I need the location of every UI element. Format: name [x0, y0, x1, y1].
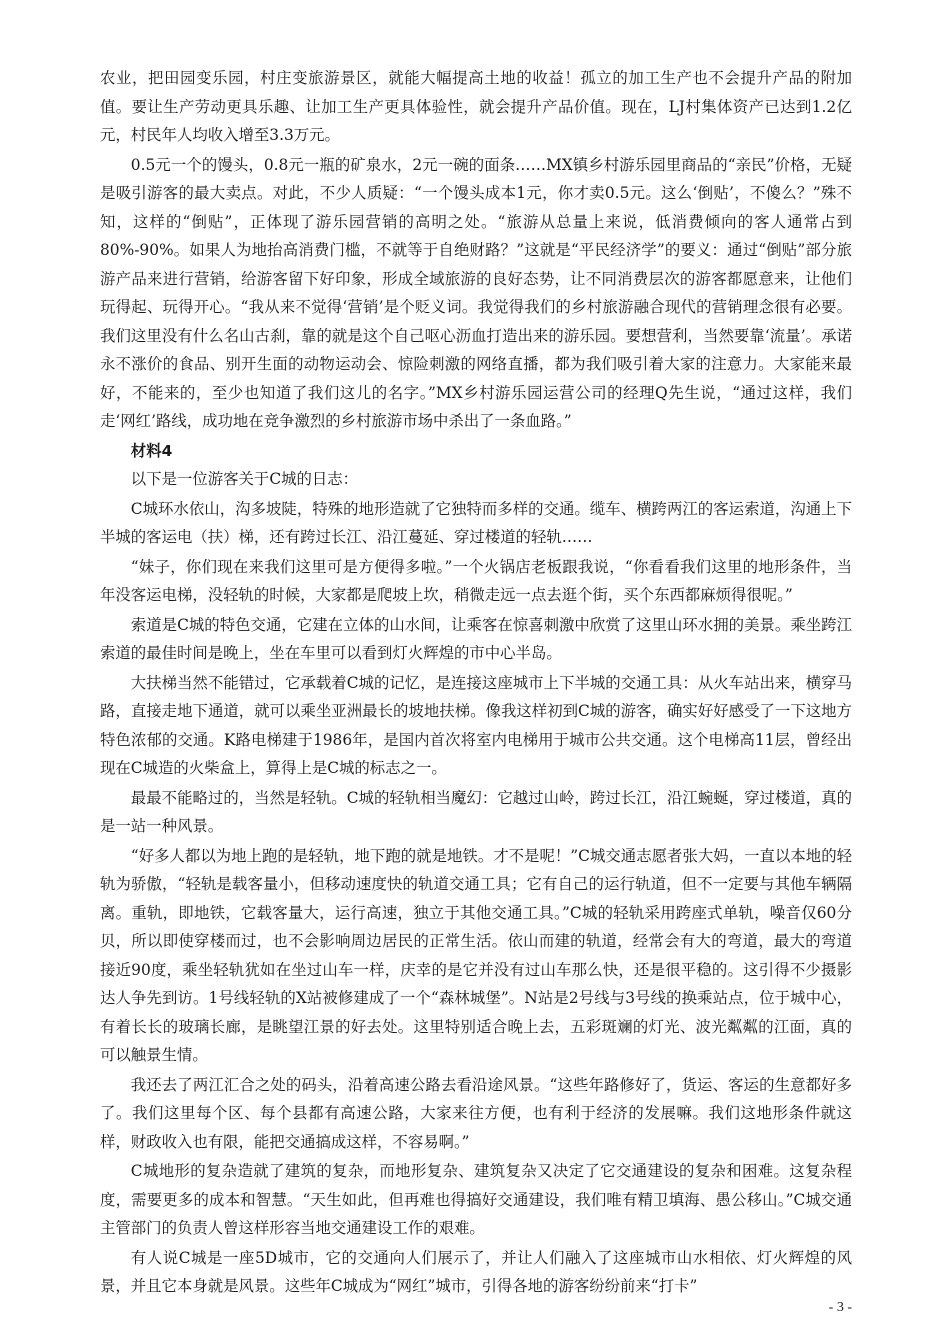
paragraph: 0.5元一个的馒头，0.8元一瓶的矿泉水，2元一碗的面条……MX镇乡村游乐园里商品的“亲民”价格，无疑是吸引游客的最大卖点。对此，不少人质疑：“一个馒头成本1元，你才卖0.5元。这么‘倒贴’，不傻么？”殊不知，这样的“倒贴”，正体现了游乐园营销的高明之处。“旅游从总量上来说，低消费倾向的客人通常占到80%-90%。如果人为地抬高消费门槛，不就等于自绝财路？”这就是“平民经济学”的要义：通过“倒贴”部分旅游产品来进行营销，给游客留下好印象，形成全域旅游的良好态势，让不同消费层次的游客都愿意来，让他们玩得起、玩得开心。“我从来不觉得‘营销’是个贬义词。我觉得我们的乡村旅游融合现代的营销理念很有必要。我们这里没有什么名山古刹，靠的就是这个自己呕心沥血打造出来的游乐园。要想营利，当然要靠‘流量’。承诺永不涨价的食品、别开生面的动物运动会、惊险刺激的网络直播，都为我们吸引着大家的注意力。大家能来最好，不能来的，至少也知道了我们这儿的名字。”MX乡村游乐园运营公司的经理Q先生说，“通过这样，我们走‘网红’路线，成功地在竞争激烈的乡村旅游市场中杀出了一条血路。”: [100, 155, 852, 430]
paragraph: 大扶梯当然不能错过，它承载着C城的记忆，是连接这座城市上下半城的交通工具：从火车站出来，横穿马路，直接走地下通道，就可以乘坐亚洲最长的坡地扶梯。像我这样初到C城的游客，确实好好感受了一下这地方特色浓郁的交通。K路电梯建于1986年，是国内首次将室内电梯用于城市公共交通。这个电梯高11层，曾经出现在C城造的火柴盒上，算得上是C城的标志之一。: [100, 673, 852, 777]
paragraph: “好多人都以为地上跑的是轻轨，地下跑的就是地铁。才不是呢！”C城交通志愿者张大妈，一直以本地的轻轨为骄傲，“轻轨是载客量小，但移动速度快的轨道交通工具；它有自己的运行轨道，但不一定要与其他车辆隔离。重轨，即地铁，它载客量大，运行高速，独立于其他交通工具。”C城的轻轨采用跨座式单轨，噪音仅60分贝，所以即使穿楼而过，也不会影响周边居民的正常生活。依山而建的轨道，经常会有大的弯道，最大的弯道接近90度，乘坐轻轨犹如在坐过山车一样，庆幸的是它并没有过山车那么快，还是很平稳的。这引得不少摄影达人争先到访。1号线轻轨的X站被修建成了一个“森林城堡”。N站是2号线与3号线的换乘站点，位于城中心，有着长长的玻璃长廊，是眺望江景的好去处。这里特别适合晚上去，五彩斑斓的灯光、波光粼粼的江面，真的可以触景生情。: [100, 846, 852, 1064]
paragraph: 我还去了两江汇合之处的码头，沿着高速公路去看沿途风景。“这些年路修好了，货运、客运的生意都好多了。我们这里每个区、每个县都有高速公路，大家来往方便，也有利于经济的发展嘛。我们这地形条件就这样，财政收入也有限，能把交通搞成这样，不容易啊。”: [100, 1075, 852, 1151]
paragraph: 有人说C城是一座5D城市，它的交通向人们展示了，并让人们融入了这座城市山水相依、灯火辉煌的风景，并且它本身就是风景。这些年C城成为“网红”城市，引得各地的游客纷纷前来“打卡”: [100, 1248, 852, 1295]
paragraph: 索道是C城的特色交通，它建在立体的山水间，让乘客在惊喜刺激中欣赏了这里山环水拥的美景。乘坐跨江索道的最佳时间是晚上，坐在车里可以看到灯火辉煌的市中心半岛。: [100, 615, 852, 662]
body-text: [100, 64, 852, 1302]
page-number: - 3 -: [828, 1300, 852, 1315]
paragraph: C城环水依山，沟多坡陡，特殊的地形造就了它独特而多样的交通。缆车、横跨两江的客运索道，沟通上下半城的客运电（扶）梯，还有跨过长江、沿江蔓延、穿过楼道的轻轨……: [100, 499, 852, 546]
section-heading: 材料4: [130, 441, 173, 460]
paragraph: 以下是一位游客关于C城的日志：: [130, 470, 359, 488]
paragraph: 最最不能略过的，当然是轻轨。C城的轻轨相当魔幻：它越过山岭，跨过长江，沿江蜿蜒，穿过楼道，真的是一站一种风景。: [100, 788, 852, 835]
paragraph: “妹子，你们现在来我们这里可是方便得多啦。”一个火锅店老板跟我说，“你看看我们这里的地形条件，当年没客运电梯，没轻轨的时候，大家都是爬坡上坎，稍微走远一点去逛个街，买个东西都麻烦得很呢。”: [100, 557, 852, 604]
paragraph: C城地形的复杂造就了建筑的复杂，而地形复杂、建筑复杂又决定了它交通建设的复杂和困难。这复杂程度，需要更多的成本和智慧。“天生如此，但再难也得搞好交通建设，我们唯有精卫填海、愚公移山。”C城交通主管部门的负责人曾这样形容当地交通建设工作的艰难。: [100, 1162, 852, 1237]
paragraph: 农业，把田园变乐园，村庄变旅游景区，就能大幅提高土地的收益！孤立的加工生产也不会提升产品的附加值。要让生产劳动更具乐趣、让加工生产更具体验性，就会提升产品价值。现在，LJ村集体资产已达到1.2亿元，村民年人均收入增至3.3万元。: [100, 69, 852, 144]
